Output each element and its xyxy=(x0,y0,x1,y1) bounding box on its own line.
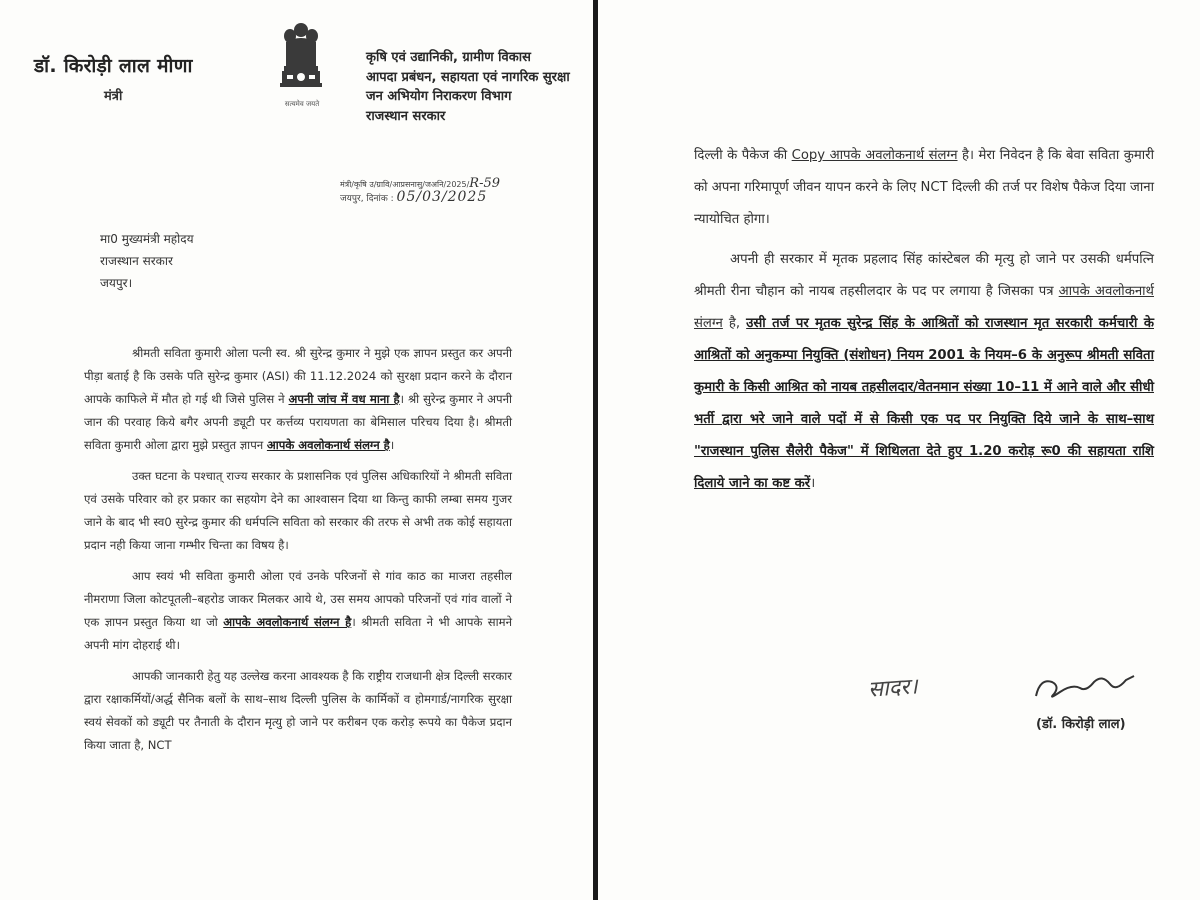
department-line: कृषि एवं उद्यानिकी, ग्रामीण विकास xyxy=(366,50,531,65)
emblem-motto: सत्यमेव जयते xyxy=(284,100,320,108)
sender-name: डॉ. किरोड़ी लाल मीणा xyxy=(34,55,193,77)
paragraph: आपकी जानकारी हेतु यह उल्लेख करना आवश्यक है कि राष्ट्रीय राजधानी क्षेत्र दिल्ली सरकार द्वारा रक्षाकर्मियों/अर्द्ध सैनिक बलों के साथ–साथ दिल्ली पुलिस के कार्मिकों व होमगार्ड/नागरिक सुरक्षा स्वयं सेवकों को ड्यूटी पर तैनाती के दौरान मृत्यु हो जाने पर करीबन एक करोड़ रूपये का पैकेज प्रदान किया जाता है, NCT xyxy=(84,669,512,752)
letter-date xyxy=(340,189,487,205)
paragraph: श्रीमती सविता कुमारी ओला पत्नी स्व. श्री सुरेन्द्र कुमार ने मुझे एक ज्ञापन प्रस्तुत कर अपनी पीड़ा बताई है कि उसके पति सुरेन्द्र कुमार (ASI) की 11.12.2024 को सुरक्षा प्रदान करने के दौरान आपके काफिले में मौत हो गई थी जिसे पुलिस ने अपनी जांच में वध माना है। श्री सुरेन्द्र कुमार ने अपनी जान की परवाह किये बगैर अपनी ड्यूटी पर कर्त्तव्य परायणता का बेमिसाल परिचय दिया है। श्रीमती सविता कुमारी ओला द्वारा मुझे प्रस्तुत ज्ञापन आपके अवलोकनार्थ संलग्न है। xyxy=(84,346,513,452)
letter-body-right xyxy=(694,140,1154,508)
reference-prefix: मंत्री/कृषि उ/ग्रावि/आप्रसनासु/जअनि/2025/ xyxy=(340,180,470,189)
closing-salutation: सादर। xyxy=(867,674,919,703)
request-underlined-block: उसी तर्ज पर मृतक सुरेन्द्र सिंह के आश्रितों को राजस्थान मृत सरकारी कर्मचारी के आश्रितों को अनुकम्पा नियुक्ति (संशोधन) नियम 2001 के नियम–6 के अनुरूप श्रीमती सविता कुमारी के किसी आश्रित को नायब तहसीलदार/वेतनमान संख्या 10–11 में आने वाले और सीधी भर्ती द्वारा भरे जाने वाले पदों में से किसी एक पद पर नियुक्ति दिये जाने के साथ–साथ "राजस्थान पुलिस सैलेरी पैकेज" में शिथिलता देते हुए 1.20 करोड़ रू0 की सहायता राशि दिलाये जाने का कष्ट करें xyxy=(694,316,1154,491)
date-handwritten: 05/03/2025 xyxy=(396,189,488,205)
underlined-phrase: अपनी जांच में वध माना है xyxy=(288,392,400,406)
underlined-phrase: आपके अवलोकनार्थ संलग्न है xyxy=(223,615,352,629)
letter-body-left xyxy=(84,342,512,765)
signature-icon xyxy=(1030,668,1140,708)
state-emblem-icon xyxy=(276,20,326,112)
paragraph: आप स्वयं भी सविता कुमारी ओला एवं उनके परिजनों से गांव काठ का माजरा तहसील नीमराणा जिला कोटपूतली–बहरोड जाकर मिलकर आये थे, उस समय आपको परिजनों एवं गांव वालों ने एक ज्ञापन प्रस्तुत किया था जो आपके अवलोकनार्थ संलग्न है। श्रीमती सविता ने भी आपके सामने अपनी मांग दोहराई थी। xyxy=(84,569,513,652)
underlined-phrase: आपके अवलोकनार्थ संलग्न xyxy=(694,284,1154,331)
department-line: जन अभियोग निराकरण विभाग xyxy=(366,89,512,104)
underlined-phrase: आपके अवलोकनार्थ संलग्न है xyxy=(266,438,390,452)
reference-handwritten: R-59 xyxy=(469,176,501,191)
paragraph: दिल्ली के पैकेज की Copy आपके अवलोकनार्थ संलग्न है। मेरा निवेदन है कि बेवा सविता कुमारी को अपना गरिमापूर्ण जीवन यापन करने के लिए NCT दिल्ली की तर्ज पर विशेष पैकेज दिया जाना न्यायोचित होगा। xyxy=(694,148,1154,227)
sender-designation: मंत्री xyxy=(104,89,123,104)
department-line: आपदा प्रबंधन, सहायता एवं नागरिक सुरक्षा xyxy=(366,69,570,85)
department-line: राजस्थान सरकार xyxy=(366,108,446,124)
underlined-phrase: Copy आपके अवलोकनार्थ संलग्न xyxy=(791,148,958,163)
recipient-line: मा0 मुख्यमंत्री महोदय xyxy=(100,232,194,246)
paragraph: उक्त घटना के पश्चात् राज्य सरकार के प्रशासनिक एवं पुलिस अधिकारियों ने श्रीमती सविता एवं उसके परिवार को हर प्रकार का सहयोग देने का आश्वासन दिया था किन्तु काफी लम्बा समय गुजर जाने के बाद भी स्व0 सुरेन्द्र कुमार की धर्मपत्नि सविता को सरकार की तरफ से अभी तक कोई सहायता प्रदान नही किया जाना गम्भीर चिन्ता का विषय है। xyxy=(84,469,512,552)
letter-page-1 xyxy=(0,0,593,900)
department-block xyxy=(366,48,586,126)
date-label: जयपुर, दिनांक : xyxy=(340,194,394,204)
recipient-address xyxy=(100,228,194,294)
signatory-name: (डॉ. किरोड़ी लाल) xyxy=(1036,717,1126,732)
recipient-line: राजस्थान सरकार xyxy=(100,254,173,268)
paragraph: अपनी ही सरकार में मृतक प्रहलाद सिंह कांस्टेबल की मृत्यु हो जाने पर उसकी धर्मपत्नि श्रीमती रीना चौहान को नायब तहसीलदार के पद पर लगाया है जिसका पत्र आपके अवलोकनार्थ संलग्न है, उसी तर्ज पर मृतक सुरेन्द्र सिंह के आश्रितों को राजस्थान मृत सरकारी कर्मचारी के आश्रितों को अनुकम्पा नियुक्ति (संशोधन) नियम 2001 के नियम–6 के अनुरूप श्रीमती सविता कुमारी के किसी आश्रित को नायब तहसीलदार/वेतनमान संख्या 10–11 में आने वाले और सीधी भर्ती द्वारा भरे जाने वाले पदों में से किसी एक पद पर नियुक्ति दिये जाने के साथ–साथ "राजस्थान पुलिस सैलेरी पैकेज" में शिथिलता देते हुए 1.20 करोड़ रू0 की सहायता राशि दिलाये जाने का कष्ट करें। xyxy=(694,252,1154,491)
recipient-line: जयपुर। xyxy=(100,276,133,290)
